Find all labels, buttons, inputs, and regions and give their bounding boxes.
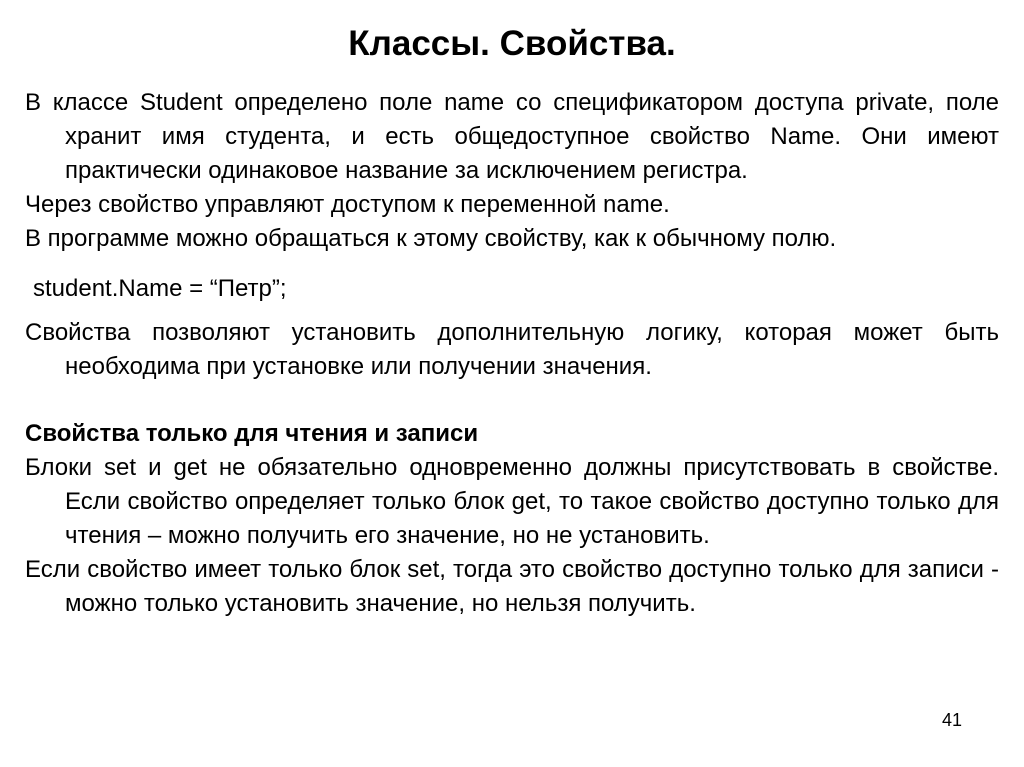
slide-body xyxy=(25,86,999,621)
spacer xyxy=(25,384,999,417)
subheading-read-write: Свойства только для чтения и записи xyxy=(25,420,479,447)
paragraph-get-only: Блоки set и get не обязательно одновременно должны присутствовать в свойстве. Если свойство определяет только блок get, то такое свойство доступно только для чтения – можно получить его значение, но не установить. xyxy=(25,454,999,549)
code-example: student.Name = “Петр”; xyxy=(33,275,287,302)
paragraph-access-control: Через свойство управляют доступом к переменной name. xyxy=(25,191,670,218)
paragraph-student-field: В классе Student определено поле name со спецификатором доступа private, поле хранит имя студента, и есть общедоступное свойство Name. Они имеют практически одинаковое название за исключением регистра. xyxy=(25,89,999,184)
slide-title: Классы. Свойства. xyxy=(348,24,676,63)
paragraph-set-only: Если свойство имеет только блок set, тогда это свойство доступно только для записи - можно только установить значение, но нельзя получить. xyxy=(25,556,999,617)
page-number: 41 xyxy=(941,710,962,730)
paragraph-usage: В программе можно обращаться к этому свойству, как к обычному полю. xyxy=(25,225,837,252)
paragraph-logic: Свойства позволяют установить дополнительную логику, которая может быть необходима при установке или получении значения. xyxy=(25,319,999,380)
